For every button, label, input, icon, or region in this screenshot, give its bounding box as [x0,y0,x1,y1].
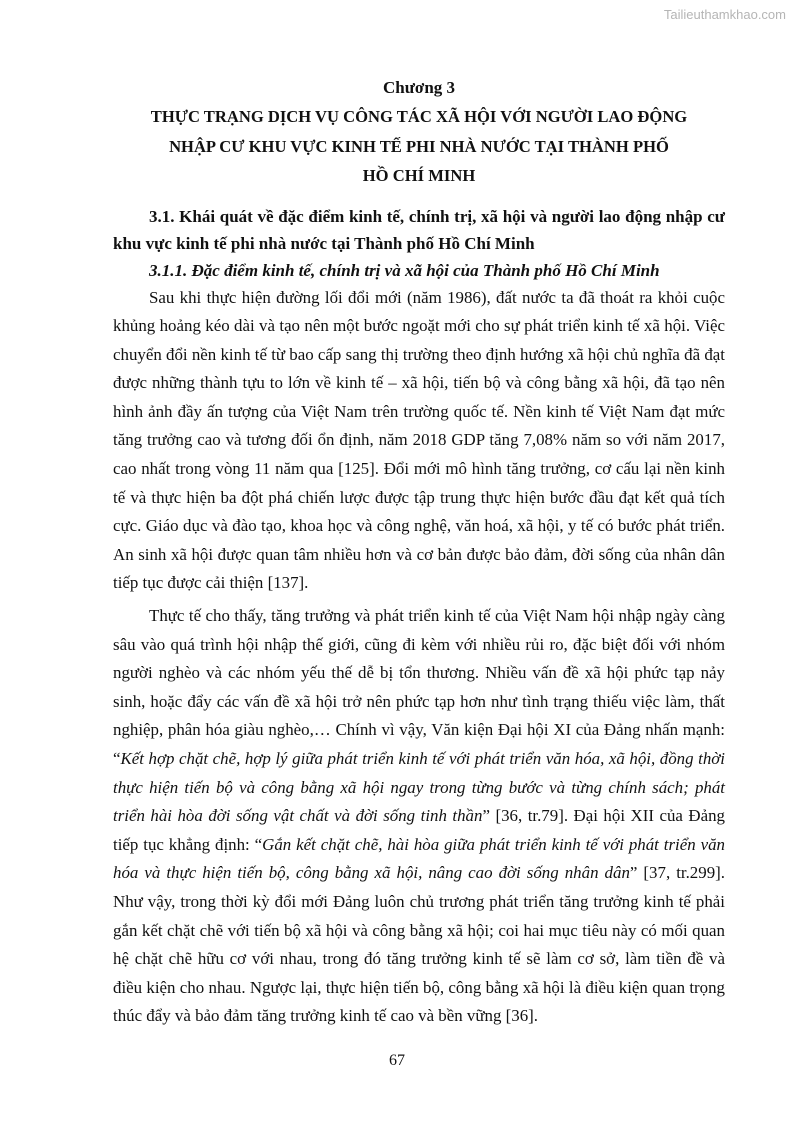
page-number: 67 [389,1052,405,1069]
watermark-text: Tailieuthamkhao.com [663,7,786,22]
chapter-label: Chương 3 [382,78,456,97]
document-page [113,74,725,1031]
chapter-title [113,102,725,191]
chapter-title-line: NHẬP CƯ KHU VỰC KINH TẾ PHI NHÀ NƯỚC TẠI THÀNH PHỐ [169,136,669,156]
section-heading: 3.1. Khái quát về đặc điểm kinh tế, chính trị, xã hội và người lao động nhập cư khu vực kinh tế phi nhà nước tại Thành phố Hồ Chí Minh [113,206,725,253]
quote-xi-congress: Kết hợp chặt chẽ, hợp lý giữa phát triển kinh tế với phát triển văn hóa, xã hội, đồng thời thực hiện tiến bộ và công bằng xã hội ngay trong từng bước và từng chính sách; phát triển hài hòa đời sống vật chất và đời sống tinh thần [113,749,725,826]
quote-xii-congress: Gắn kết chặt chẽ, hài hòa giữa phát triển kinh tế với phát triển văn hóa và thực hiện tiến bộ, công bằng xã hội, nâng cao đời sống nhân dân [113,834,725,883]
paragraph-2-text: ” [36, tr.79]. Đại hội XII của Đảng tiếp tục khẳng định: “ [113,806,725,854]
paragraph-1: Sau khi thực hiện đường lối đổi mới (năm 1986), đất nước ta đã thoát ra khỏi cuộc khủng hoảng kéo dài và tạo nên một bước ngoặt mới cho sự phát triển kinh tế xã hội. Việc chuyển đổi nền kinh tế từ bao cấp sang thị trường theo định hướng xã hội chủ nghĩa đã đạt được những thành tựu to lớn về kinh tế – xã hội, tiến bộ và công bằng xã hội, đã tạo nên hình ảnh đầy ấn tượng của Việt Nam trên trường quốc tế. Nền kinh tế Việt Nam đạt mức tăng trưởng cao và tương đối ổn định, năm 2018 GDP tăng 7,08% năm so với năm 2017, cao nhất trong vòng 11 năm qua [125]. Đổi mới mô hình tăng trưởng, cơ cấu lại nền kinh tế và thực hiện ba đột phá chiến lược được tập trung thực hiện bước đầu đạt kết quả tích cực. Giáo dục và đào tạo, khoa học và công nghệ, văn hoá, xã hội, y tế có bước phát triển. An sinh xã hội được quan tâm nhiều hơn và cơ bản được bảo đảm, đời sống của nhân dân tiếp tục được cải thiện [137]. [113,287,725,593]
subsection-heading: 3.1.1. Đặc điểm kinh tế, chính trị và xã hội của Thành phố Hồ Chí Minh [149,260,660,280]
paragraph-2-text: ” [37, tr.299]. Như vậy, trong thời kỳ đổi mới Đảng luôn chủ trương phát triển tăng trưởng kinh tế phải gắn kết chặt chẽ với tiến bộ xã hội và công bằng xã hội; coi hai mục tiêu này có mối quan hệ chặt chẽ hữu cơ với nhau, trong đó tăng trưởng kinh tế sẽ làm cơ sở, làm tiền đề và điều kiện cho nhau. Ngược lại, thực hiện tiến bộ, công bằng xã hội là điều kiện quan trọng thúc đẩy và bảo đảm tăng trưởng kinh tế cao và bền vững [36]. [113,863,725,1026]
chapter-title-line: HỒ CHÍ MINH [362,166,476,185]
paragraph-2-text: Thực tế cho thấy, tăng trưởng và phát triển kinh tế của Việt Nam hội nhập ngày càng sâu vào quá trình hội nhập thế giới, cũng đi kèm với nhiều rủi ro, đặc biệt đối với nhóm người nghèo và các nhóm yếu thế dễ bị tổn thương. Nhiều vấn đề xã hội phức tạp nảy sinh, hoặc đẩy các vấn đề xã hội trở nên phức tạp hơn như tình trạng thiếu việc làm, thất nghiệp, phân hóa giàu nghèo,… Chính vì vậy, Văn kiện Đại hội XI của Đảng nhấn mạnh: “ [113,606,725,768]
paragraph-2 [113,602,725,1031]
chapter-title-line: THỰC TRẠNG DỊCH VỤ CÔNG TÁC XÃ HỘI VỚI NGƯỜI LAO ĐỘNG [150,107,688,126]
